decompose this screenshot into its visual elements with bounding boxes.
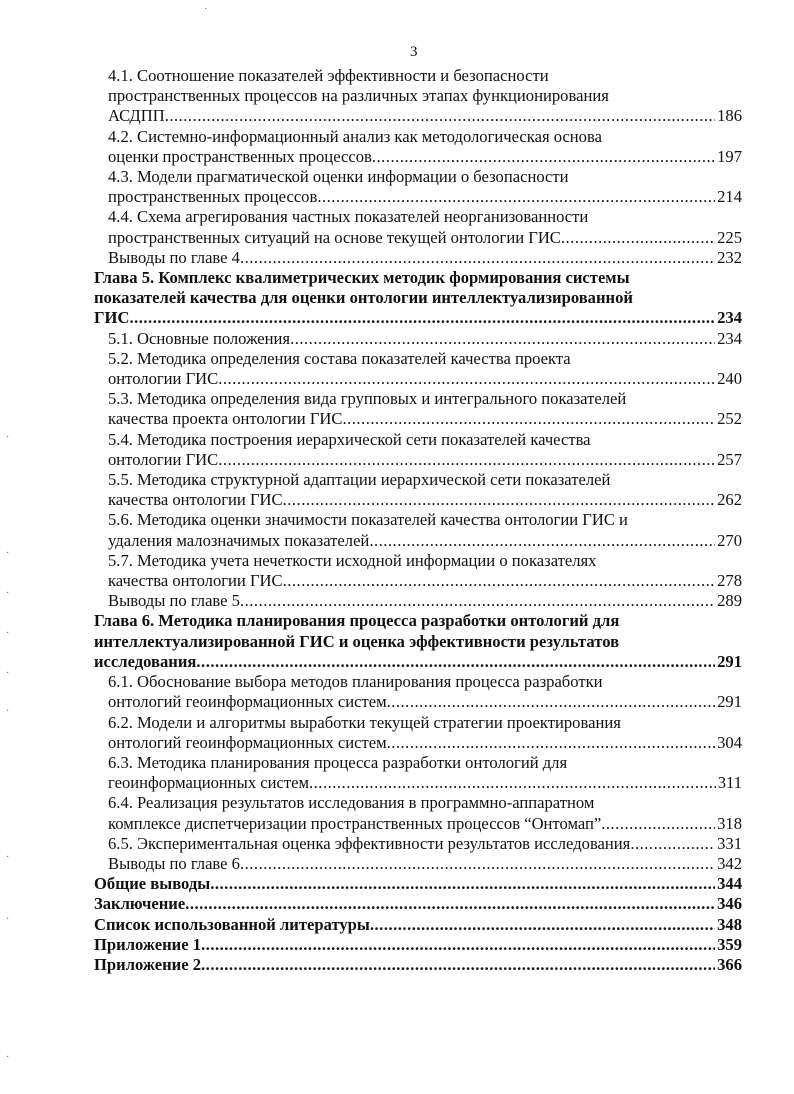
toc-entry-title-line: 6.1. Обоснование выбора методов планирования процесса разработки	[108, 672, 603, 692]
scan-speck: ·	[6, 1052, 10, 1063]
toc-page-number: 304	[717, 732, 742, 752]
toc-entry-leader-row	[108, 248, 742, 268]
toc-section-entry	[94, 713, 742, 753]
toc-entry-title-line: пространственных процессов на различных этапах функционирования	[108, 86, 609, 106]
toc-page-number: 234	[717, 308, 742, 328]
toc-entry-title-line: 6.3. Методика планирования процесса разработки онтологий для	[108, 752, 568, 772]
toc-entry-title-line: Заключение	[94, 894, 186, 914]
toc-section-entry	[94, 127, 742, 167]
toc-page-number: 291	[717, 692, 742, 712]
toc-page-number: 318	[717, 813, 742, 833]
toc-entry-title-line: удаления малозначимых показателей	[108, 530, 370, 550]
dot-leader	[372, 147, 715, 167]
toc-entry-title-line: 5.2. Методика определения состава показателей качества проекта	[108, 348, 571, 368]
dot-leader	[601, 814, 715, 834]
toc-section-entry	[94, 672, 742, 712]
toc-page-number: 348	[717, 914, 742, 934]
toc-section-entry	[94, 389, 742, 429]
dot-leader	[387, 692, 716, 712]
toc-entry-leader-row	[108, 854, 742, 874]
toc-entry-title-line: Приложение 1	[94, 934, 202, 954]
toc-page-number: 311	[717, 773, 742, 793]
toc-entry-leader-row	[108, 329, 742, 349]
toc-entry-title-line: АСДПП	[108, 106, 165, 126]
toc-entry-title-line: Выводы по главе 4	[108, 247, 240, 267]
toc-entry-title-line: 5.4. Методика построения иерархической сети показателей качества	[108, 429, 591, 449]
toc-section-entry	[94, 430, 742, 470]
toc-section-entry	[94, 793, 742, 833]
toc-section-entry	[94, 834, 742, 854]
toc-entry-title-line: качества онтологии ГИС	[108, 571, 283, 591]
toc-entry-leader-row	[94, 308, 742, 328]
toc-section-entry	[94, 329, 742, 349]
toc-entry-leader-row	[108, 490, 742, 510]
toc-page-number: 331	[717, 833, 742, 853]
dot-leader	[201, 955, 715, 975]
toc-page-number: 270	[717, 530, 742, 550]
toc-entry-leader-row	[108, 106, 742, 126]
toc-entry-title-line: качества проекта онтологии ГИС	[108, 409, 343, 429]
toc-section-entry	[94, 551, 742, 591]
dot-leader	[240, 591, 715, 611]
toc-entry-leader-row	[108, 187, 742, 207]
toc-entry-leader-row	[108, 531, 742, 551]
toc-page-number: 257	[717, 449, 742, 469]
toc-entry-title-line: ГИС	[94, 308, 130, 328]
toc-chapter-entry	[94, 894, 742, 914]
toc-page-number: 240	[717, 369, 742, 389]
toc-page-number: 214	[717, 187, 742, 207]
toc-entry-title-line: 5.3. Методика определения вида групповых и интегрального показателей	[108, 389, 627, 409]
toc-entry-title-line: комплексе диспетчеризации пространственных процессов “Онтомап”	[108, 813, 602, 833]
toc-entry-title-line: 6.5. Экспериментальная оценка эффективности результатов исследования	[108, 833, 631, 853]
toc-section-entry	[94, 753, 742, 793]
toc-entry-title-line: 4.2. Системно-информационный анализ как методологическая основа	[108, 126, 602, 146]
dot-leader	[370, 915, 715, 935]
toc-entry-leader-row	[108, 571, 742, 591]
scan-speck: ·	[6, 706, 10, 717]
toc-entry-leader-row	[94, 915, 742, 935]
toc-page-number: 359	[717, 934, 742, 954]
toc-chapter-entry	[94, 915, 742, 935]
toc-entry-leader-row	[94, 874, 742, 894]
toc-entry-leader-row	[94, 894, 742, 914]
toc-section-entry	[94, 510, 742, 550]
toc-entry-leader-row	[94, 935, 742, 955]
toc-section-entry	[94, 349, 742, 389]
toc-chapter-entry	[94, 955, 742, 975]
dot-leader	[240, 248, 715, 268]
toc-entry-leader-row	[108, 147, 742, 167]
dot-leader	[283, 490, 716, 510]
toc-entry-title-line: Выводы по главе 5	[108, 591, 240, 611]
scan-speck: ·	[6, 628, 10, 639]
dot-leader	[290, 329, 715, 349]
dot-leader	[240, 854, 715, 874]
scan-speck: ·	[6, 548, 10, 559]
scan-speck: ·	[6, 668, 10, 679]
toc-page-number: 234	[717, 328, 742, 348]
toc-section-entry	[94, 470, 742, 510]
toc-entry-leader-row	[108, 591, 742, 611]
toc-entry-title-line: онтологии ГИС	[108, 449, 219, 469]
toc-entry-leader-row	[108, 814, 742, 834]
toc-entry-title-line: Список использованной литературы	[94, 914, 370, 934]
toc-entry-title-line: 5.7. Методика учета нечеткости исходной информации о показателях	[108, 550, 597, 570]
toc-section-entry	[94, 207, 742, 247]
scan-speck: ·	[6, 852, 10, 863]
toc-entry-title-line: Приложение 2	[94, 954, 202, 974]
toc-entry-leader-row	[108, 228, 742, 248]
toc-entry-title-line: онтологий геоинформационных систем	[108, 692, 387, 712]
toc-section-entry	[94, 167, 742, 207]
toc-entry-leader-row	[108, 369, 742, 389]
toc-entry-title-line: онтологий геоинформационных систем	[108, 732, 387, 752]
dot-leader	[201, 935, 715, 955]
toc-page-number: 289	[717, 591, 742, 611]
toc-entry-leader-row	[94, 955, 742, 975]
toc-entry-leader-row	[108, 409, 742, 429]
toc-page-number: 186	[717, 106, 742, 126]
toc-entry-title-line: качества онтологии ГИС	[108, 490, 283, 510]
scan-speck: ·	[6, 588, 10, 599]
toc-entry-title-line: Общие выводы	[94, 874, 211, 894]
dot-leader	[196, 652, 715, 672]
dot-leader	[218, 369, 715, 389]
toc-entry-title-line: геоинформационных систем	[108, 773, 309, 793]
toc-page-number: 232	[717, 247, 742, 267]
page-number: 3	[410, 44, 418, 60]
toc-chapter-entry	[94, 935, 742, 955]
toc-entry-title-line: 5.5. Методика структурной адаптации иерархической сети показателей	[108, 470, 611, 490]
dot-leader	[342, 409, 715, 429]
dot-leader	[309, 773, 716, 793]
toc-entry-title-line: 6.2. Модели и алгоритмы выработки текущей стратегии проектирования	[108, 712, 621, 732]
toc-entry-title-line: онтологии ГИС	[108, 369, 219, 389]
scan-speck: ·	[204, 4, 208, 15]
toc-chapter-entry	[94, 874, 742, 894]
toc-entry-leader-row	[108, 834, 742, 854]
toc-entry-title-line: оценки пространственных процессов	[108, 146, 372, 166]
toc-entry-title-line: 4.1. Соотношение показателей эффективности и безопасности	[108, 66, 549, 85]
toc-entry-leader-row	[108, 773, 742, 793]
toc-page-number: 342	[717, 853, 742, 873]
toc-entry-title-line: 6.4. Реализация результатов исследования в программно-аппаратном	[108, 793, 595, 813]
toc-section-entry	[94, 248, 742, 268]
toc-entry-title-line: 4.3. Модели прагматической оценки информации о безопасности	[108, 167, 569, 187]
toc-chapter-entry	[94, 268, 742, 329]
toc-entry-leader-row	[108, 733, 742, 753]
toc-entry-title-line: Глава 5. Комплекс квалиметрических методик формирования системы	[94, 268, 630, 288]
dot-leader	[561, 228, 715, 248]
toc-entry-title-line: исследования	[94, 651, 197, 671]
toc-entry-title-line: пространственных процессов	[108, 187, 318, 207]
toc-entry-title-line: пространственных ситуаций на основе текущей онтологии ГИС	[108, 227, 561, 247]
toc-entry-leader-row	[108, 450, 742, 470]
toc-entry-leader-row	[94, 652, 742, 672]
toc-section-entry	[94, 854, 742, 874]
toc-page-number: 197	[717, 146, 742, 166]
toc-entry-title-line: интеллектуализированной ГИС и оценка эффективности результатов	[94, 631, 620, 651]
toc-chapter-entry	[94, 611, 742, 672]
toc-page-number: 344	[717, 874, 742, 894]
toc-entry-leader-row	[108, 692, 742, 712]
toc-entry-title-line: 5.1. Основные положения	[108, 328, 291, 348]
dot-leader	[165, 106, 715, 126]
toc-entry-title-line: показателей качества для оценки онтологии интеллектуализированной	[94, 288, 633, 308]
toc-section-entry	[94, 591, 742, 611]
toc-page-number: 278	[717, 571, 742, 591]
dot-leader	[129, 308, 715, 328]
toc-page-number: 252	[717, 409, 742, 429]
toc-entry-title-line: 5.6. Методика оценки значимости показателей качества онтологии ГИС и	[108, 510, 628, 530]
toc-entry-title-line: Глава 6. Методика планирования процесса разработки онтологий для	[94, 611, 620, 631]
dot-leader	[630, 834, 715, 854]
dot-leader	[185, 894, 715, 914]
toc-entry-title-line: 4.4. Схема агрегирования частных показателей неорганизованности	[108, 207, 589, 227]
dot-leader	[317, 187, 715, 207]
toc-page-number: 366	[717, 954, 742, 974]
dot-leader	[387, 733, 716, 753]
dot-leader	[369, 531, 715, 551]
toc-page-number: 291	[717, 651, 742, 671]
scan-speck: ·	[6, 914, 10, 925]
toc-entry-title-line: Выводы по главе 6	[108, 853, 240, 873]
table-of-contents	[94, 66, 742, 975]
dot-leader	[283, 571, 716, 591]
toc-section-entry	[94, 66, 742, 127]
scan-speck: ·	[6, 432, 10, 443]
toc-page-number: 225	[717, 227, 742, 247]
dot-leader	[210, 874, 715, 894]
dot-leader	[218, 450, 715, 470]
toc-page-number: 262	[717, 490, 742, 510]
toc-page-number: 346	[717, 894, 742, 914]
